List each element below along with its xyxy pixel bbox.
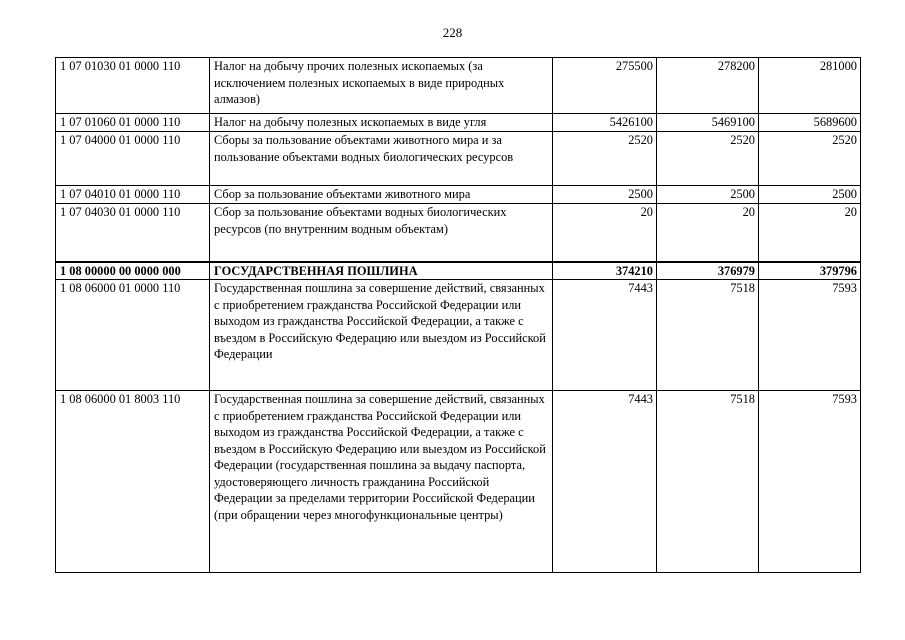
budget-code-cell: 1 07 01030 01 0000 110 [56, 58, 210, 114]
table-row [56, 58, 861, 114]
amount-year-1-cell: 275500 [553, 58, 657, 114]
amount-year-3-cell: 2500 [759, 186, 861, 204]
page-number: 228 [442, 25, 463, 40]
amount-year-3-cell: 20 [759, 204, 861, 262]
revenue-name-cell: Сборы за пользование объектами животного мира и за пользование объектами водных биологических ресурсов [210, 132, 553, 186]
amount-year-3-cell: 7593 [759, 280, 861, 391]
table-row [56, 391, 861, 573]
revenue-name-cell: Сбор за пользование объектами водных биологических ресурсов (по внутренним водным объектам) [210, 204, 553, 262]
table-row-section-header [56, 262, 861, 280]
amount-year-2-cell: 20 [657, 204, 759, 262]
budget-code-cell: 1 07 04010 01 0000 110 [56, 186, 210, 204]
amount-year-3-cell: 5689600 [759, 114, 861, 132]
budget-code-cell: 1 07 04000 01 0000 110 [56, 132, 210, 186]
amount-year-2-cell: 7518 [657, 391, 759, 573]
amount-year-2-cell: 2500 [657, 186, 759, 204]
table-row [56, 114, 861, 132]
amount-year-2-cell: 278200 [657, 58, 759, 114]
amount-year-3-cell: 7593 [759, 391, 861, 573]
amount-year-1-cell: 2520 [553, 132, 657, 186]
amount-year-3-cell: 379796 [759, 262, 861, 280]
budget-code-cell: 1 07 01060 01 0000 110 [56, 114, 210, 132]
table-row [56, 186, 861, 204]
amount-year-1-cell: 20 [553, 204, 657, 262]
amount-year-1-cell: 7443 [553, 391, 657, 573]
revenue-name-cell: Сбор за пользование объектами животного мира [210, 186, 553, 204]
revenue-name-cell: Налог на добычу прочих полезных ископаемых (за исключением полезных ископаемых в виде природных алмазов) [210, 58, 553, 114]
table-row [56, 132, 861, 186]
amount-year-1-cell: 374210 [553, 262, 657, 280]
budget-code-cell: 1 08 06000 01 8003 110 [56, 391, 210, 573]
amount-year-3-cell: 281000 [759, 58, 861, 114]
amount-year-2-cell: 7518 [657, 280, 759, 391]
amount-year-2-cell: 376979 [657, 262, 759, 280]
amount-year-2-cell: 2520 [657, 132, 759, 186]
budget-code-cell: 1 07 04030 01 0000 110 [56, 204, 210, 262]
amount-year-1-cell: 7443 [553, 280, 657, 391]
revenue-name-cell: Государственная пошлина за совершение действий, связанных с приобретением гражданства Российской Федерации или выходом из гражданства Российской Федерации, а также с въездом в Российскую Федерацию или выездом из Российской Федерации (государственная пошлина за выдачу паспорта, удостоверяющего личность гражданина Российской Федерации за пределами территории Российской Федерации (при обращении через многофункциональные центры) [210, 391, 553, 573]
revenue-name-cell: Государственная пошлина за совершение действий, связанных с приобретением гражданства Российской Федерации или выходом из гражданства Российской Федерации, а также с въездом в Российскую Федерацию или выездом из Российской Федерации [210, 280, 553, 391]
amount-year-2-cell: 5469100 [657, 114, 759, 132]
amount-year-1-cell: 5426100 [553, 114, 657, 132]
table-row [56, 204, 861, 262]
revenue-name-cell: Налог на добычу полезных ископаемых в виде угля [210, 114, 553, 132]
budget-revenue-table [55, 57, 861, 573]
revenue-name-cell: ГОСУДАРСТВЕННАЯ ПОШЛИНА [210, 262, 553, 280]
amount-year-1-cell: 2500 [553, 186, 657, 204]
table-row [56, 280, 861, 391]
amount-year-3-cell: 2520 [759, 132, 861, 186]
budget-code-cell: 1 08 00000 00 0000 000 [56, 262, 210, 280]
budget-code-cell: 1 08 06000 01 0000 110 [56, 280, 210, 391]
